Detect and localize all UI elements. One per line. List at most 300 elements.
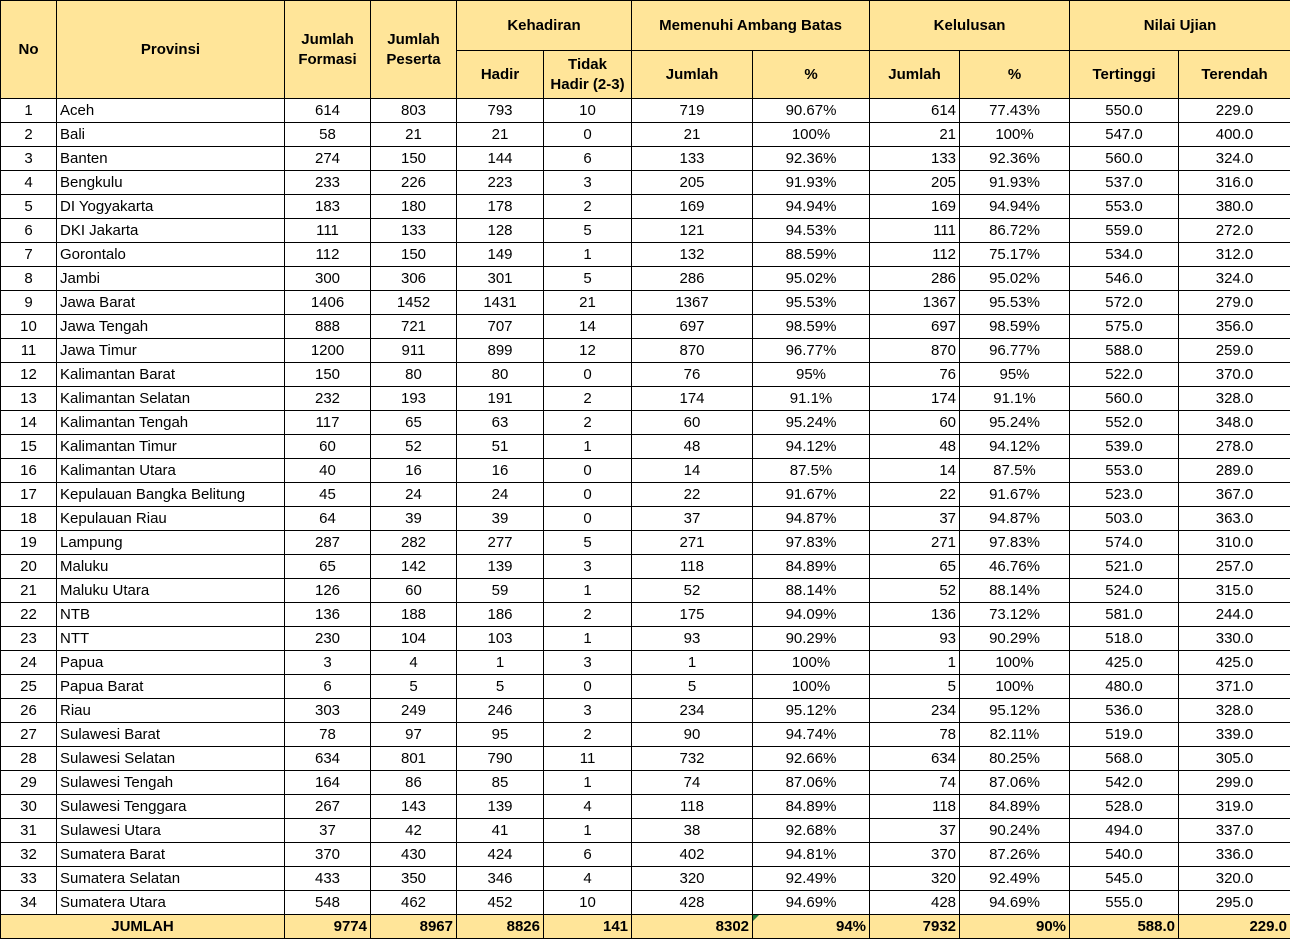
cell-tertinggi: 559.0 (1070, 219, 1179, 243)
cell-hadir: 24 (457, 483, 544, 507)
cell-terendah: 316.0 (1179, 171, 1290, 195)
cell-no: 19 (1, 531, 57, 555)
cell-tertinggi: 546.0 (1070, 267, 1179, 291)
cell-hadir: 1 (457, 651, 544, 675)
cell-kelulusan-jumlah: 697 (870, 315, 960, 339)
cell-peserta: 911 (371, 339, 457, 363)
cell-memenuhi-jumlah: 428 (632, 891, 753, 915)
cell-tidak-hadir: 5 (544, 219, 632, 243)
cell-terendah: 328.0 (1179, 387, 1290, 411)
cell-terendah: 330.0 (1179, 627, 1290, 651)
cell-tertinggi: 552.0 (1070, 411, 1179, 435)
cell-provinsi: Sumatera Barat (57, 843, 285, 867)
cell-formasi: 548 (285, 891, 371, 915)
cell-memenuhi-jumlah: 169 (632, 195, 753, 219)
cell-provinsi: Sulawesi Selatan (57, 747, 285, 771)
cell-terendah: 257.0 (1179, 555, 1290, 579)
cell-terendah: 289.0 (1179, 459, 1290, 483)
cell-tidak-hadir: 1 (544, 243, 632, 267)
cell-tidak-hadir: 2 (544, 411, 632, 435)
cell-memenuhi-jumlah: 175 (632, 603, 753, 627)
cell-tertinggi: 555.0 (1070, 891, 1179, 915)
cell-kelulusan-jumlah: 52 (870, 579, 960, 603)
total-row (1, 915, 1290, 939)
cell-hadir: 223 (457, 171, 544, 195)
cell-terendah: 244.0 (1179, 603, 1290, 627)
cell-no: 27 (1, 723, 57, 747)
cell-provinsi: DKI Jakarta (57, 219, 285, 243)
table-row (1, 339, 1290, 363)
total-kelulusan-persen: 90% (960, 915, 1070, 939)
cell-tertinggi: 540.0 (1070, 843, 1179, 867)
cell-provinsi: DI Yogyakarta (57, 195, 285, 219)
cell-memenuhi-jumlah: 121 (632, 219, 753, 243)
table-row (1, 315, 1290, 339)
cell-kelulusan-jumlah: 111 (870, 219, 960, 243)
cell-memenuhi-jumlah: 118 (632, 555, 753, 579)
cell-provinsi: Sumatera Selatan (57, 867, 285, 891)
cell-kelulusan-persen: 90.29% (960, 627, 1070, 651)
cell-provinsi: Lampung (57, 531, 285, 555)
cell-memenuhi-persen: 97.83% (753, 531, 870, 555)
cell-formasi: 888 (285, 315, 371, 339)
cell-formasi: 233 (285, 171, 371, 195)
cell-no: 23 (1, 627, 57, 651)
cell-tertinggi: 519.0 (1070, 723, 1179, 747)
table-row (1, 363, 1290, 387)
cell-no: 24 (1, 651, 57, 675)
cell-provinsi: NTT (57, 627, 285, 651)
cell-memenuhi-persen: 95.53% (753, 291, 870, 315)
cell-memenuhi-jumlah: 271 (632, 531, 753, 555)
header-memenuhi-ambang-batas: Memenuhi Ambang Batas (632, 1, 870, 51)
cell-memenuhi-jumlah: 5 (632, 675, 753, 699)
cell-tertinggi: 425.0 (1070, 651, 1179, 675)
cell-tidak-hadir: 4 (544, 867, 632, 891)
cell-provinsi: Kepulauan Riau (57, 507, 285, 531)
cell-memenuhi-persen: 95.24% (753, 411, 870, 435)
cell-no: 1 (1, 99, 57, 123)
cell-kelulusan-jumlah: 286 (870, 267, 960, 291)
cell-peserta: 21 (371, 123, 457, 147)
cell-terendah: 363.0 (1179, 507, 1290, 531)
table-row (1, 387, 1290, 411)
cell-tertinggi: 522.0 (1070, 363, 1179, 387)
cell-tidak-hadir: 1 (544, 435, 632, 459)
cell-tertinggi: 537.0 (1070, 171, 1179, 195)
cell-formasi: 6 (285, 675, 371, 699)
cell-memenuhi-persen: 90.67% (753, 99, 870, 123)
cell-tidak-hadir: 0 (544, 363, 632, 387)
cell-kelulusan-jumlah: 76 (870, 363, 960, 387)
cell-memenuhi-persen: 92.36% (753, 147, 870, 171)
cell-formasi: 303 (285, 699, 371, 723)
cell-hadir: 346 (457, 867, 544, 891)
cell-peserta: 133 (371, 219, 457, 243)
cell-kelulusan-jumlah: 320 (870, 867, 960, 891)
cell-memenuhi-jumlah: 48 (632, 435, 753, 459)
cell-memenuhi-jumlah: 205 (632, 171, 753, 195)
cell-memenuhi-persen: 96.77% (753, 339, 870, 363)
header-terendah: Terendah (1179, 51, 1290, 99)
cell-provinsi: Jawa Tengah (57, 315, 285, 339)
table-row (1, 99, 1290, 123)
table-row (1, 531, 1290, 555)
cell-no: 20 (1, 555, 57, 579)
cell-no: 14 (1, 411, 57, 435)
cell-formasi: 1200 (285, 339, 371, 363)
cell-tidak-hadir: 3 (544, 699, 632, 723)
cell-tertinggi: 480.0 (1070, 675, 1179, 699)
cell-memenuhi-persen: 91.93% (753, 171, 870, 195)
total-formasi: 9774 (285, 915, 371, 939)
cell-peserta: 193 (371, 387, 457, 411)
cell-terendah: 367.0 (1179, 483, 1290, 507)
cell-memenuhi-jumlah: 52 (632, 579, 753, 603)
cell-memenuhi-persen: 94.12% (753, 435, 870, 459)
table-row (1, 291, 1290, 315)
cell-kelulusan-persen: 95.02% (960, 267, 1070, 291)
cell-tertinggi: 494.0 (1070, 819, 1179, 843)
cell-tidak-hadir: 2 (544, 387, 632, 411)
table-row (1, 627, 1290, 651)
cell-terendah: 348.0 (1179, 411, 1290, 435)
cell-peserta: 150 (371, 243, 457, 267)
table-row (1, 771, 1290, 795)
cell-memenuhi-persen: 94.09% (753, 603, 870, 627)
cell-memenuhi-persen: 94.74% (753, 723, 870, 747)
cell-kelulusan-persen: 97.83% (960, 531, 1070, 555)
cell-kelulusan-jumlah: 118 (870, 795, 960, 819)
cell-memenuhi-jumlah: 133 (632, 147, 753, 171)
cell-peserta: 801 (371, 747, 457, 771)
cell-memenuhi-jumlah: 118 (632, 795, 753, 819)
cell-tertinggi: 534.0 (1070, 243, 1179, 267)
cell-tidak-hadir: 1 (544, 771, 632, 795)
cell-formasi: 64 (285, 507, 371, 531)
cell-tidak-hadir: 2 (544, 723, 632, 747)
cell-hadir: 63 (457, 411, 544, 435)
cell-formasi: 3 (285, 651, 371, 675)
cell-no: 9 (1, 291, 57, 315)
table-row (1, 579, 1290, 603)
table-row (1, 795, 1290, 819)
cell-memenuhi-jumlah: 21 (632, 123, 753, 147)
cell-terendah: 370.0 (1179, 363, 1290, 387)
cell-formasi: 230 (285, 627, 371, 651)
cell-memenuhi-persen: 100% (753, 651, 870, 675)
cell-tidak-hadir: 2 (544, 603, 632, 627)
cell-provinsi: Maluku (57, 555, 285, 579)
cell-tertinggi: 503.0 (1070, 507, 1179, 531)
cell-tidak-hadir: 14 (544, 315, 632, 339)
cell-kelulusan-persen: 86.72% (960, 219, 1070, 243)
cell-tertinggi: 560.0 (1070, 387, 1179, 411)
cell-no: 15 (1, 435, 57, 459)
cell-provinsi: Kalimantan Utara (57, 459, 285, 483)
cell-terendah: 305.0 (1179, 747, 1290, 771)
table-row (1, 675, 1290, 699)
total-hadir: 8826 (457, 915, 544, 939)
cell-peserta: 462 (371, 891, 457, 915)
cell-tertinggi: 524.0 (1070, 579, 1179, 603)
cell-kelulusan-persen: 94.12% (960, 435, 1070, 459)
header-memenuhi-jumlah: Jumlah (632, 51, 753, 99)
cell-formasi: 300 (285, 267, 371, 291)
cell-kelulusan-persen: 82.11% (960, 723, 1070, 747)
cell-memenuhi-persen: 95.02% (753, 267, 870, 291)
cell-peserta: 60 (371, 579, 457, 603)
cell-memenuhi-persen: 84.89% (753, 555, 870, 579)
cell-provinsi: Jambi (57, 267, 285, 291)
cell-provinsi: Kepulauan Bangka Belitung (57, 483, 285, 507)
cell-provinsi: Riau (57, 699, 285, 723)
table-row (1, 891, 1290, 915)
cell-kelulusan-jumlah: 37 (870, 507, 960, 531)
header-tertinggi: Tertinggi (1070, 51, 1179, 99)
cell-formasi: 370 (285, 843, 371, 867)
table-row (1, 699, 1290, 723)
cell-kelulusan-persen: 95.53% (960, 291, 1070, 315)
cell-hadir: 85 (457, 771, 544, 795)
cell-formasi: 150 (285, 363, 371, 387)
cell-provinsi: Jawa Timur (57, 339, 285, 363)
cell-kelulusan-jumlah: 112 (870, 243, 960, 267)
header-nilai-ujian: Nilai Ujian (1070, 1, 1290, 51)
cell-kelulusan-persen: 90.24% (960, 819, 1070, 843)
cell-tidak-hadir: 0 (544, 675, 632, 699)
cell-tidak-hadir: 0 (544, 507, 632, 531)
cell-peserta: 24 (371, 483, 457, 507)
cell-memenuhi-persen: 92.66% (753, 747, 870, 771)
table-row (1, 747, 1290, 771)
cell-hadir: 16 (457, 459, 544, 483)
cell-no: 22 (1, 603, 57, 627)
cell-kelulusan-jumlah: 37 (870, 819, 960, 843)
cell-memenuhi-jumlah: 74 (632, 771, 753, 795)
cell-kelulusan-persen: 87.5% (960, 459, 1070, 483)
cell-formasi: 164 (285, 771, 371, 795)
header-kelulusan: Kelulusan (870, 1, 1070, 51)
cell-peserta: 52 (371, 435, 457, 459)
cell-memenuhi-jumlah: 732 (632, 747, 753, 771)
total-memenuhi-persen: 94% (753, 915, 870, 939)
cell-provinsi: Sulawesi Tengah (57, 771, 285, 795)
cell-tidak-hadir: 1 (544, 627, 632, 651)
table-row (1, 867, 1290, 891)
cell-peserta: 1452 (371, 291, 457, 315)
cell-no: 18 (1, 507, 57, 531)
cell-kelulusan-jumlah: 614 (870, 99, 960, 123)
cell-kelulusan-jumlah: 1 (870, 651, 960, 675)
total-terendah: 229.0 (1179, 915, 1290, 939)
cell-memenuhi-jumlah: 93 (632, 627, 753, 651)
cell-kelulusan-jumlah: 271 (870, 531, 960, 555)
total-memenuhi-jumlah: 8302 (632, 915, 753, 939)
cell-memenuhi-persen: 88.14% (753, 579, 870, 603)
cell-formasi: 433 (285, 867, 371, 891)
cell-tidak-hadir: 0 (544, 123, 632, 147)
table-row (1, 651, 1290, 675)
cell-hadir: 191 (457, 387, 544, 411)
cell-kelulusan-jumlah: 428 (870, 891, 960, 915)
cell-kelulusan-persen: 46.76% (960, 555, 1070, 579)
cell-hadir: 793 (457, 99, 544, 123)
cell-no: 3 (1, 147, 57, 171)
cell-formasi: 634 (285, 747, 371, 771)
cell-formasi: 136 (285, 603, 371, 627)
cell-tidak-hadir: 6 (544, 843, 632, 867)
cell-kelulusan-persen: 91.1% (960, 387, 1070, 411)
table-row (1, 843, 1290, 867)
cell-provinsi: Aceh (57, 99, 285, 123)
cell-terendah: 315.0 (1179, 579, 1290, 603)
cell-memenuhi-jumlah: 174 (632, 387, 753, 411)
cell-terendah: 356.0 (1179, 315, 1290, 339)
cell-no: 31 (1, 819, 57, 843)
cell-kelulusan-persen: 98.59% (960, 315, 1070, 339)
total-tidak-hadir: 141 (544, 915, 632, 939)
cell-terendah: 400.0 (1179, 123, 1290, 147)
cell-memenuhi-persen: 95.12% (753, 699, 870, 723)
cell-kelulusan-jumlah: 21 (870, 123, 960, 147)
cell-hadir: 59 (457, 579, 544, 603)
cell-terendah: 336.0 (1179, 843, 1290, 867)
cell-hadir: 21 (457, 123, 544, 147)
cell-peserta: 80 (371, 363, 457, 387)
cell-kelulusan-jumlah: 370 (870, 843, 960, 867)
cell-formasi: 45 (285, 483, 371, 507)
cell-formasi: 78 (285, 723, 371, 747)
cell-tidak-hadir: 5 (544, 267, 632, 291)
cell-memenuhi-jumlah: 719 (632, 99, 753, 123)
header-hadir: Hadir (457, 51, 544, 99)
cell-memenuhi-persen: 87.06% (753, 771, 870, 795)
cell-memenuhi-persen: 92.68% (753, 819, 870, 843)
cell-memenuhi-jumlah: 1 (632, 651, 753, 675)
cell-tidak-hadir: 21 (544, 291, 632, 315)
table-row (1, 603, 1290, 627)
cell-provinsi: Kalimantan Selatan (57, 387, 285, 411)
cell-tidak-hadir: 12 (544, 339, 632, 363)
cell-peserta: 97 (371, 723, 457, 747)
total-label: JUMLAH (1, 915, 285, 939)
cell-kelulusan-jumlah: 133 (870, 147, 960, 171)
cell-tidak-hadir: 3 (544, 171, 632, 195)
cell-memenuhi-jumlah: 38 (632, 819, 753, 843)
cell-memenuhi-jumlah: 14 (632, 459, 753, 483)
cell-terendah: 371.0 (1179, 675, 1290, 699)
cell-hadir: 277 (457, 531, 544, 555)
cell-formasi: 37 (285, 819, 371, 843)
cell-kelulusan-jumlah: 22 (870, 483, 960, 507)
cell-kelulusan-jumlah: 174 (870, 387, 960, 411)
cell-hadir: 707 (457, 315, 544, 339)
cell-tidak-hadir: 11 (544, 747, 632, 771)
cell-tertinggi: 581.0 (1070, 603, 1179, 627)
cell-no: 11 (1, 339, 57, 363)
cell-formasi: 232 (285, 387, 371, 411)
cell-hadir: 139 (457, 795, 544, 819)
cell-kelulusan-jumlah: 234 (870, 699, 960, 723)
cell-provinsi: Kalimantan Timur (57, 435, 285, 459)
cell-no: 13 (1, 387, 57, 411)
cell-tertinggi: 553.0 (1070, 459, 1179, 483)
cell-kelulusan-jumlah: 1367 (870, 291, 960, 315)
cell-tidak-hadir: 4 (544, 795, 632, 819)
cell-memenuhi-jumlah: 402 (632, 843, 753, 867)
cell-memenuhi-persen: 84.89% (753, 795, 870, 819)
cell-hadir: 899 (457, 339, 544, 363)
cell-no: 28 (1, 747, 57, 771)
cell-tidak-hadir: 0 (544, 459, 632, 483)
cell-tertinggi: 550.0 (1070, 99, 1179, 123)
cell-terendah: 380.0 (1179, 195, 1290, 219)
cell-kelulusan-persen: 91.93% (960, 171, 1070, 195)
cell-memenuhi-persen: 90.29% (753, 627, 870, 651)
cell-hadir: 39 (457, 507, 544, 531)
cell-terendah: 324.0 (1179, 147, 1290, 171)
cell-kelulusan-jumlah: 634 (870, 747, 960, 771)
cell-no: 10 (1, 315, 57, 339)
cell-terendah: 259.0 (1179, 339, 1290, 363)
cell-peserta: 803 (371, 99, 457, 123)
cell-terendah: 272.0 (1179, 219, 1290, 243)
cell-hadir: 186 (457, 603, 544, 627)
cell-provinsi: Sulawesi Tenggara (57, 795, 285, 819)
cell-kelulusan-persen: 92.36% (960, 147, 1070, 171)
cell-kelulusan-jumlah: 93 (870, 627, 960, 651)
cell-provinsi: Bengkulu (57, 171, 285, 195)
cell-kelulusan-persen: 100% (960, 651, 1070, 675)
header-kelulusan-persen: % (960, 51, 1070, 99)
cell-hadir: 144 (457, 147, 544, 171)
cell-memenuhi-persen: 100% (753, 675, 870, 699)
cell-kelulusan-persen: 91.67% (960, 483, 1070, 507)
cell-memenuhi-jumlah: 1367 (632, 291, 753, 315)
cell-memenuhi-jumlah: 76 (632, 363, 753, 387)
cell-memenuhi-persen: 94.53% (753, 219, 870, 243)
cell-no: 17 (1, 483, 57, 507)
cell-hadir: 301 (457, 267, 544, 291)
cell-tidak-hadir: 3 (544, 651, 632, 675)
cell-tertinggi: 560.0 (1070, 147, 1179, 171)
cell-terendah: 339.0 (1179, 723, 1290, 747)
cell-formasi: 614 (285, 99, 371, 123)
cell-hadir: 103 (457, 627, 544, 651)
cell-kelulusan-jumlah: 870 (870, 339, 960, 363)
cell-tidak-hadir: 1 (544, 819, 632, 843)
cell-tertinggi: 545.0 (1070, 867, 1179, 891)
table-row (1, 123, 1290, 147)
cell-terendah: 312.0 (1179, 243, 1290, 267)
table-row (1, 147, 1290, 171)
cell-peserta: 430 (371, 843, 457, 867)
cell-kelulusan-persen: 77.43% (960, 99, 1070, 123)
header-jumlah-peserta: Jumlah Peserta (371, 1, 457, 99)
cell-kelulusan-jumlah: 169 (870, 195, 960, 219)
table-row (1, 483, 1290, 507)
cell-no: 16 (1, 459, 57, 483)
cell-memenuhi-persen: 87.5% (753, 459, 870, 483)
cell-kelulusan-persen: 95% (960, 363, 1070, 387)
cell-kelulusan-jumlah: 78 (870, 723, 960, 747)
cell-formasi: 58 (285, 123, 371, 147)
cell-memenuhi-jumlah: 22 (632, 483, 753, 507)
cell-memenuhi-jumlah: 132 (632, 243, 753, 267)
cell-no: 26 (1, 699, 57, 723)
cell-tertinggi: 572.0 (1070, 291, 1179, 315)
